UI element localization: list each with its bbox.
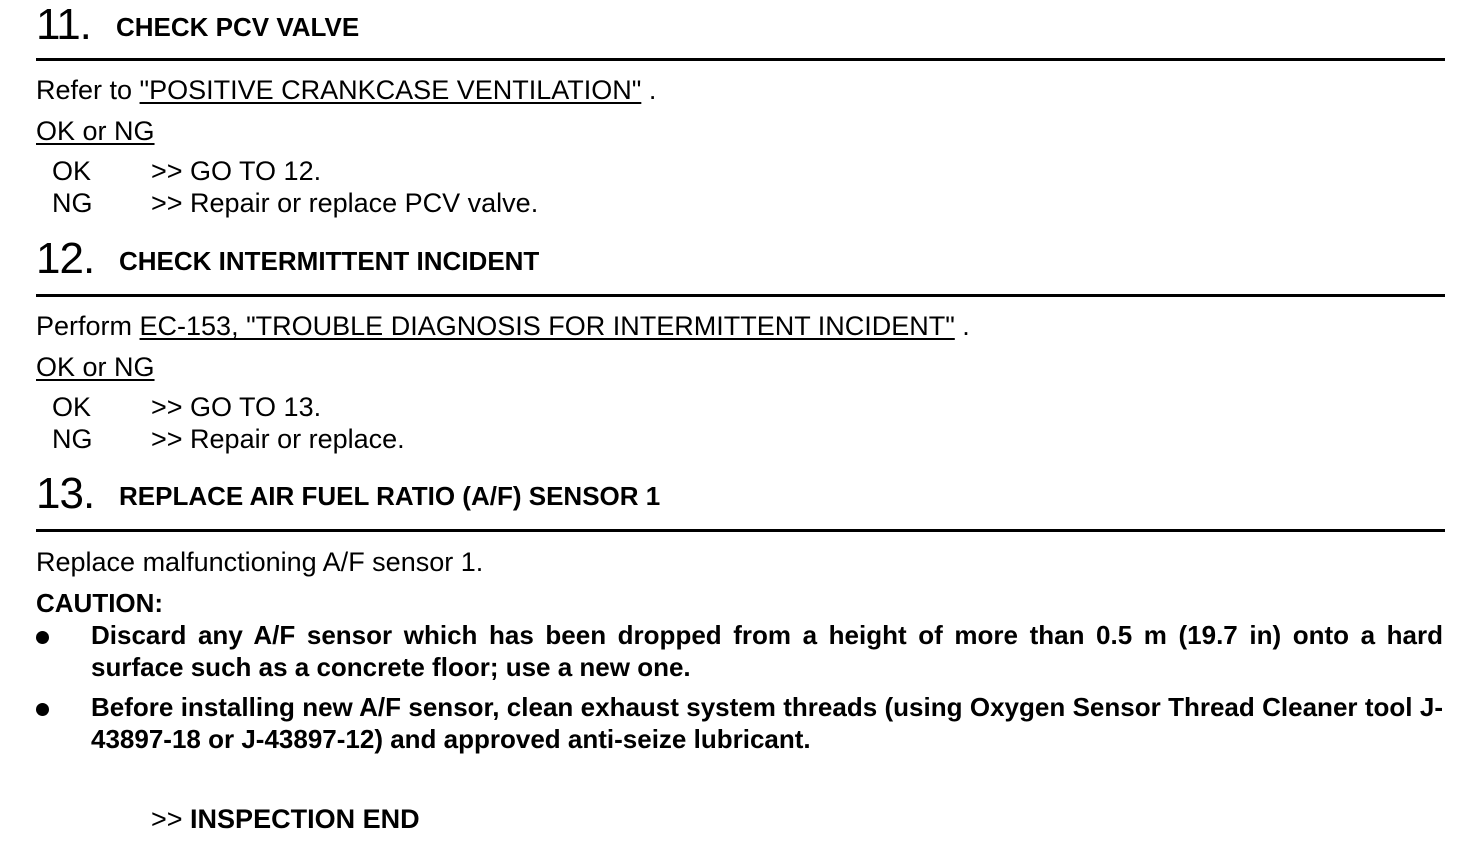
step-12-instruction — [36, 310, 970, 342]
step-title: REPLACE AIR FUEL RATIO (A/F) SENSOR 1 — [119, 481, 661, 511]
step-title: CHECK INTERMITTENT INCIDENT — [119, 246, 540, 276]
instruction-prefix: Perform — [36, 311, 140, 341]
caution-label: CAUTION: — [36, 588, 164, 618]
inspection-end-label: INSPECTION END — [190, 804, 420, 834]
caution-item: Before installing new A/F sensor, clean exhaust system threads (using Oxygen Sensor Thread Cleaner tool J-43897-18 or J-43897-12) and approved anti-seize lubricant. — [91, 692, 1443, 754]
ok-or-ng-label: OK or NG — [36, 352, 155, 382]
instruction-suffix: . — [641, 75, 657, 105]
result-ok-code: OK — [52, 156, 92, 186]
result-ng-action: >> Repair or replace. — [151, 424, 405, 454]
section-divider — [36, 58, 1445, 61]
instruction-prefix: Refer to — [36, 75, 140, 105]
step-13-instruction: Replace malfunctioning A/F sensor 1. — [36, 547, 484, 577]
step-number: 11. — [36, 0, 91, 49]
ok-or-ng-label: OK or NG — [36, 116, 155, 146]
instruction-suffix: . — [954, 311, 970, 341]
step-11-instruction — [36, 74, 656, 106]
result-ng-code: NG — [52, 424, 93, 454]
result-ng-code: NG — [52, 188, 93, 218]
result-ok-action: >> GO TO 12. — [151, 156, 322, 186]
result-ok-code: OK — [52, 392, 92, 422]
inspection-end — [151, 803, 420, 835]
step-title: CHECK PCV VALVE — [116, 12, 360, 42]
section-divider — [36, 294, 1445, 297]
intermittent-incident-link[interactable]: EC-153, "TROUBLE DIAGNOSIS FOR INTERMITTENT INCIDENT" — [139, 311, 955, 341]
bullet-icon — [36, 631, 49, 644]
positive-crankcase-ventilation-link[interactable]: "POSITIVE CRANKCASE VENTILATION" — [139, 75, 642, 105]
section-divider — [36, 529, 1445, 532]
result-ng-action: >> Repair or replace PCV valve. — [151, 188, 539, 218]
caution-item: Discard any A/F sensor which has been dropped from a height of more than 0.5 m (19.7 in) onto a hard surface such as a concrete floor; use a new one. — [91, 620, 1443, 682]
end-prefix: >> — [151, 804, 191, 834]
step-number: 13. — [36, 469, 95, 518]
step-number: 12. — [36, 234, 95, 283]
bullet-icon — [36, 703, 49, 716]
result-ok-action: >> GO TO 13. — [151, 392, 322, 422]
